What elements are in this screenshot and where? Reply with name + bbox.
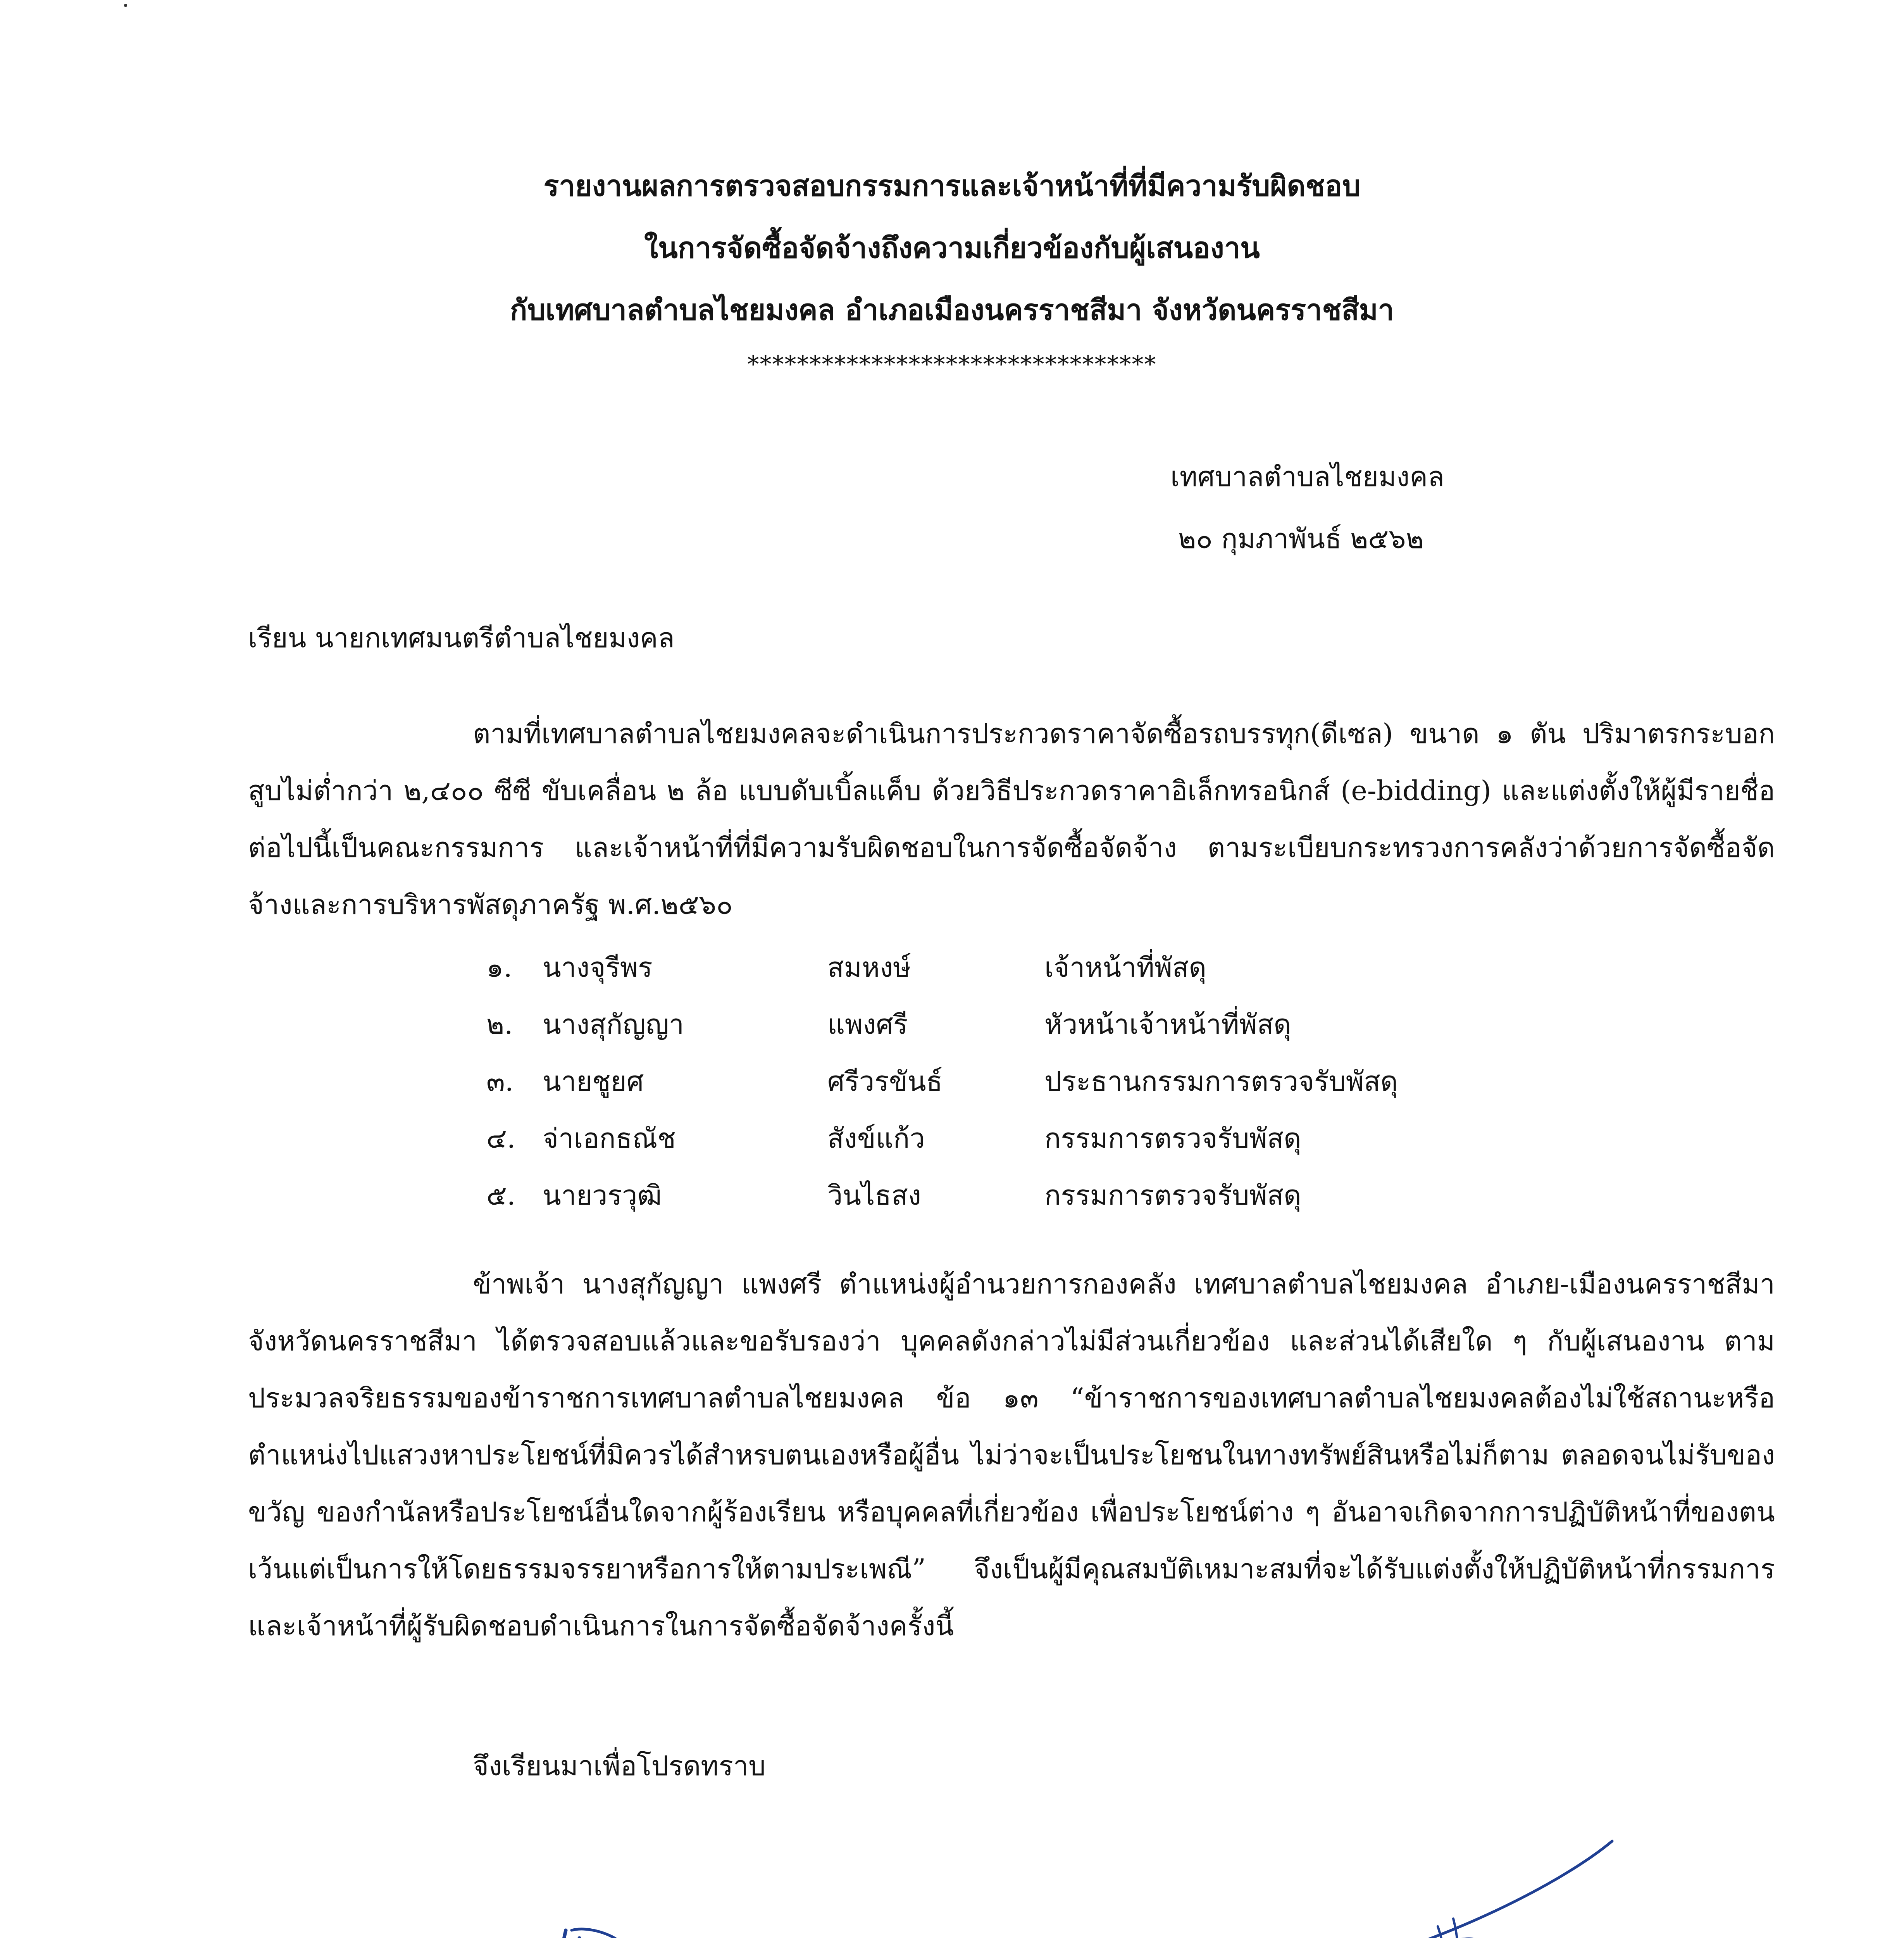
title-line-1: รายงานผลการตรวจสอบกรรมการและเจ้าหน้าที่ที่มีความรับผิดชอบ [543,169,1361,203]
member-last-name: ศรีวรขันธ์ [827,1066,943,1097]
member-last-name: สมหงษ์ [827,952,911,983]
member-number: ๒. [486,1009,513,1040]
member-role: กรรมการตรวจรับพัสดุ [1044,1122,1301,1154]
document-date: ๒๐ กุมภาพันธ์ ๒๕๖๒ [1178,523,1424,555]
salutation: เรียน นายกเทศมนตรีตำบลไชยมงคล [248,622,675,654]
separator-line: ********************************* [747,351,1157,378]
sender-office: เทศบาลตำบลไชยมงคล [1170,461,1445,493]
signature-jakkraphop [1271,1837,1620,1938]
signature-sukanya [543,1915,690,1938]
title-line-3: กับเทศบาลตำบลไชยมงคล อำเภอเมืองนครราชสีมา จังหวัดนครราชสีมา [510,293,1394,327]
document-title [0,155,1904,341]
member-number: ๓. [486,1066,514,1097]
member-first-name: นายชูยศ [543,1066,644,1097]
paragraph-certification: ข้าพเจ้า นางสุกัญญา แพงศรี ตำแหน่งผู้อำนวยการกองคลัง เทศบาลตำบลไชยมงคล อำเภย-เมืองนครราชสีมา จังหวัดนครราชสีมา ได้ตรวจสอบแล้วและขอรับรองว่า บุคคลดังกล่าวไม่มีส่วนเกี่ยวข้อง และส่วนได้เสียใด ๆ กับผู้เสนองาน ตามประมวลจริยธรรมของข้าราชการเทศบาลตำบลไชยมงคล ข้อ ๑๓ “ข้าราชการของเทศบาลตำบลไชยมงคลต้องไม่ใช้สถานะหรือตำแหน่งไปแสวงหาประโยชน์ที่มิควรได้สำหรบตนเองหรือผู้อื่น ไม่ว่าจะเป็นประโยชนในทางทรัพย์สินหรือไม่ก็ตาม ตลอดจนไม่รับของขวัญ ของกำนัลหรือประโยชน์อื่นใดจากผู้ร้องเรียน หรือบุคคลที่เกี่ยวข้อง เพื่อประโยชน์ต่าง ๆ อันอาจเกิดจากการปฏิบัติหน้าที่ของตน เว้นแต่เป็นการให้โดยธรรมจรรยาหรือการให้ตามประเพณี” จึงเป็นผู้มีคุณสมบัติเหมาะสมที่จะได้รับแต่งตั้งให้ปฏิบัติหน้าที่กรรมการและเจ้าหน้าที่ผู้รับผิดชอบดำเนินการในการจัดซื้อจัดจ้างครั้งนี้ [248,1268,1775,1642]
member-last-name: วินไธสง [827,1179,921,1211]
member-role: ประธานกรรมการตรวจรับพัสดุ [1044,1066,1398,1097]
member-role: เจ้าหน้าที่พัสดุ [1044,952,1207,983]
paragraph-intro: ตามที่เทศบาลตำบลไชยมงคลจะดำเนินการประกวดราคาจัดซื้อรถบรรทุก(ดีเซล) ขนาด ๑ ตัน ปริมาตรกระบอกสูบไม่ต่ำกว่า ๒,๔๐๐ ซีซี ขับเคลื่อน ๒ ล้อ แบบดับเบิ้ลแค็บ ด้วยวิธีประกวดราคาอิเล็กทรอนิกส์ (e-bidding) และแต่งตั้งให้ผู้มีรายชื่อต่อไปนี้เป็นคณะกรรมการ และเจ้าหน้าที่ที่มีความรับผิดชอบในการจัดซื้อจัดจ้าง ตามระเบียบกระทรวงการคลังว่าด้วยการจัดซื้อจัดจ้างและการบริหารพัสดุภาครัฐ พ.ศ.๒๕๖๐ [248,718,1775,921]
member-first-name: นางจุรีพร [543,952,653,983]
member-last-name: สังข์แก้ว [827,1122,925,1154]
member-role: กรรมการตรวจรับพัสดุ [1044,1179,1301,1211]
sender-block [1170,446,1444,570]
member-role: หัวหน้าเจ้าหน้าที่พัสดุ [1044,1009,1291,1040]
closing-line: จึงเรียนมาเพื่อโปรดทราบ [473,1750,766,1782]
scan-speck [124,4,127,7]
member-number: ๕. [486,1179,516,1211]
member-number: ๔. [486,1122,516,1154]
member-first-name: จ่าเอกธณัช [543,1122,676,1154]
member-first-name: นางสุกัญญา [543,1009,684,1040]
title-line-2: ในการจัดซื้อจัดจ้างถึงความเกี่ยวข้องกับผู้เสนองาน [644,231,1260,265]
member-last-name: แพงศรี [827,1009,908,1040]
member-first-name: นายวรวุฒิ [543,1179,662,1211]
member-number: ๑. [486,952,512,983]
